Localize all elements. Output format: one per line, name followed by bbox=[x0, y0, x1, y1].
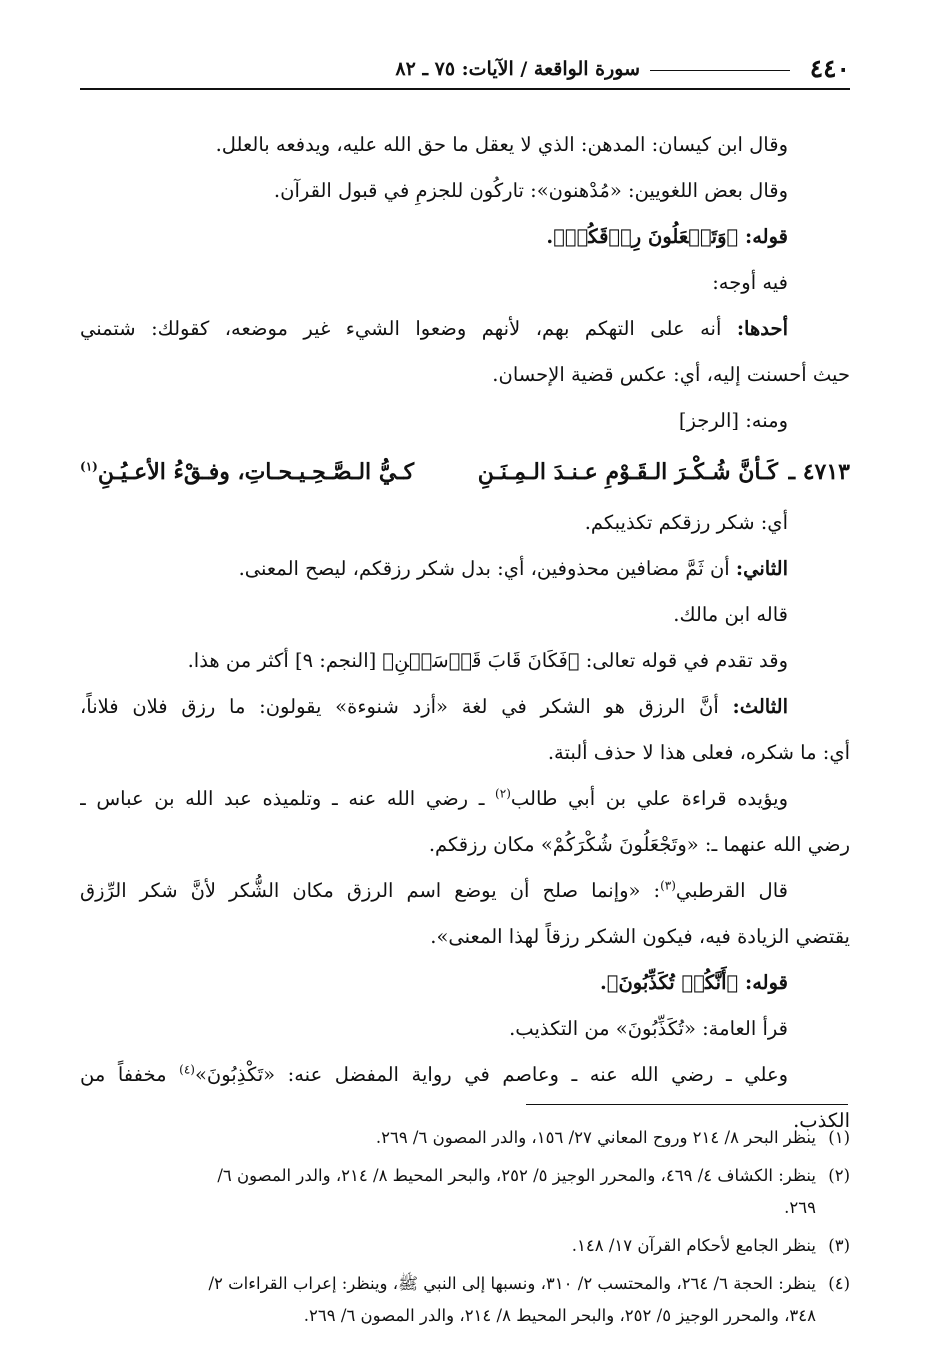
text-line: قرأ العامة: «تُكَذِّبُونَ» من التكذيب. bbox=[509, 1017, 788, 1040]
text-line: أي: ما شكره، فعلى هذا لا حذف ألبتة. bbox=[547, 741, 850, 764]
footnote-item: (١)ينظر البحر ٨/ ٢١٤ وروح المعاني ٢٧/ ١٥٦، والدر المصون ٦/ ٢٦٩. bbox=[80, 1122, 850, 1154]
main-text bbox=[80, 122, 850, 1144]
text-line: رضي الله عنهما ـ: «وتَجْعَلُونَ شُكْرَكُمْ» مكان رزقكم. bbox=[428, 833, 850, 856]
text-line: وقد تقدم في قوله تعالى: ﴿فَكَانَ قَابَ قَوۡسَيۡنِ﴾ [النجم: ٩] أكثر من هذا. bbox=[187, 649, 788, 672]
text-line: وقال بعض اللغويين: «مُدْهنون»: تاركُون للجزمِ في قبول القرآن. bbox=[273, 179, 788, 202]
footnote-number: (٤) bbox=[828, 1274, 850, 1293]
footnote-continuation: ٣٤٨، والمحرر الوجيز ٥/ ٢٥٢، والبحر المحيط ٨/ ٢١٤، والدر المصون ٦/ ٢٦٩. bbox=[303, 1306, 816, 1325]
footnote-marker: (٤) bbox=[179, 1062, 195, 1077]
text-line: الكذب. bbox=[793, 1109, 850, 1132]
footnote-number: (٣) bbox=[828, 1236, 850, 1255]
quran-quote-line: قوله: ﴿أَنَّكُمۡ تُكَذِّبُونَ﴾. bbox=[599, 971, 788, 994]
text-line: ويؤيده قراءة علي بن أبي طالب$^{(٢)}$ ـ رضي الله عنه ـ وتلميذه عبد الله بن عباس ـ bbox=[80, 786, 788, 810]
running-header bbox=[80, 50, 850, 90]
header-rule bbox=[80, 88, 850, 90]
poetry-verse bbox=[80, 444, 850, 500]
text-line: قاله ابن مالك. bbox=[673, 603, 788, 626]
footnote-separator bbox=[526, 1104, 848, 1105]
footnote-number: (٢) bbox=[828, 1166, 850, 1185]
text-line: الثالث: أنَّ الرزق هو الشكر في لغة «أزد شنوءة» يقولون: ما رزق فلان فلاناً، bbox=[80, 695, 788, 718]
text-line: يقتضي الزيادة فيه، فيكون الشكر رزقاً لهذا المعنى». bbox=[430, 925, 850, 948]
text-line: وعلي ـ رضي الله عنه ـ وعاصم في رواية المفضل عنه: «تَكْذِبُونَ»$^{(٤)}$ مخففاً من bbox=[80, 1062, 788, 1086]
footnote-marker: (٣) bbox=[660, 878, 676, 893]
text-line: فيه أوجه: bbox=[712, 271, 788, 294]
footnote-number: (١) bbox=[828, 1128, 850, 1147]
text-line: حيث أحسنت إليه، أي: عكس قضية الإحسان. bbox=[492, 363, 850, 386]
text-line: الثاني: أن ثَمَّ مضافين محذوفين، أي: بدل شكر رزقكم، ليصح المعنى. bbox=[238, 557, 788, 580]
footnote-marker: (١) bbox=[80, 459, 98, 474]
footnote-marker: (٢) bbox=[495, 786, 511, 801]
footnote-continuation: ٢٦٩. bbox=[784, 1198, 816, 1217]
verse-number: ٤٧١٣ ـ bbox=[788, 459, 850, 485]
running-title: سورة الواقعة / الآيات: ٧٥ ـ ٨٢ bbox=[395, 58, 640, 80]
text-line: أي: شكر رزقكم تكذيبكم. bbox=[584, 511, 788, 534]
quran-quote-line: قوله: ﴿وَتَجۡعَلُونَ رِزۡقَكُمۡ﴾. bbox=[546, 225, 788, 248]
footnote-item: (٣)ينظر الجامع لأحكام القرآن ١٧/ ١٤٨. bbox=[80, 1230, 850, 1262]
footnote-item: (٢)ينظر: الكشاف ٤/ ٤٦٩، والمحرر الوجيز ٥/ ٢٥٢، والبحر المحيط ٨/ ٢١٤، والدر المصون ٦/ bbox=[80, 1160, 850, 1192]
text-line: أحدها: أنه على التهكم بهم، لأنهم وضعوا الشيء غير موضعه، كقولك: شتمني bbox=[80, 317, 788, 340]
footnotes bbox=[80, 1122, 850, 1332]
page-number: ٤٤٠ bbox=[809, 54, 850, 83]
text-line: قال القرطبي$^{(٣)}$: «وإنما صلح أن يوضع اسم الرزق مكان الشُّكر لأنَّ شكر الرِّزق bbox=[80, 878, 788, 902]
point-label: الثالث: bbox=[732, 695, 788, 718]
verse-hemistich-first: كَـأنَّ شُـكْـرَ الـقَـوْمِ عـنـدَ الـمِـنَـنِ bbox=[477, 459, 778, 485]
point-label: الثاني: bbox=[735, 557, 788, 580]
header-separator bbox=[650, 70, 790, 71]
point-label: أحدها: bbox=[736, 317, 788, 340]
verse-hemistich-second: كـيُّ الـصَّـحِـيـحـاتِ، وفـقْءُ الأعـيُـنِ$^{(١)}$ bbox=[80, 459, 415, 485]
text-line: وقال ابن كيسان: المدهن: الذي لا يعقل ما حق الله عليه، ويدفعه بالعلل. bbox=[215, 133, 788, 156]
meter-label: ومنه: [الرجز] bbox=[678, 409, 788, 432]
footnote-item: (٤)ينظر: الحجة ٦/ ٢٦٤، والمحتسب ٢/ ٣١٠، ونسبها إلى النبي ﷺ، وينظر: إعراب القراءات ٢/ bbox=[80, 1268, 850, 1300]
